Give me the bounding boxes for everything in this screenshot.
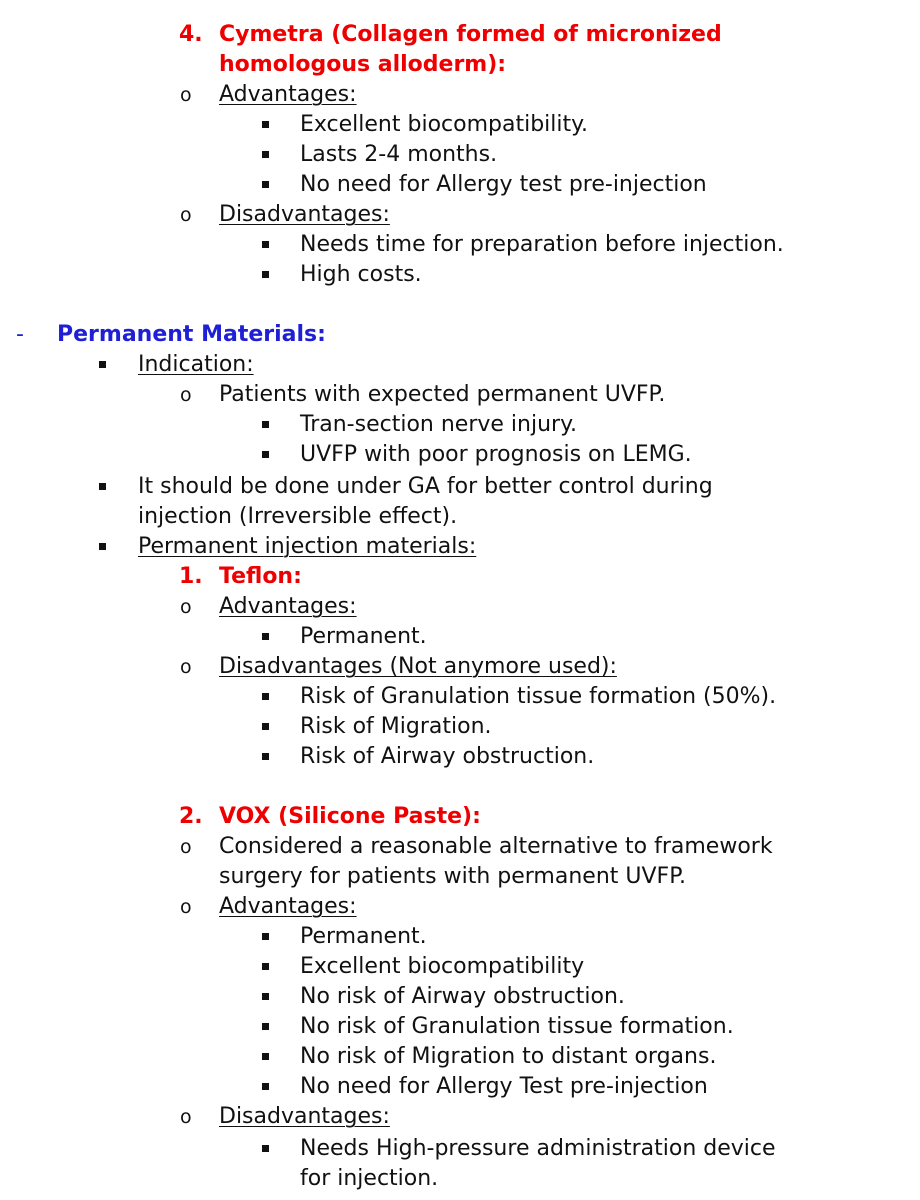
square-bullet-icon <box>262 1083 269 1090</box>
square-bullet-icon <box>262 933 269 940</box>
vox-note-line1: Considered a reasonable alternative to framework <box>219 834 773 859</box>
square-bullet-icon <box>262 271 269 278</box>
circle-bullet-icon: o <box>180 656 192 678</box>
list-item-text: Risk of Airway obstruction. <box>300 744 595 769</box>
ga-note-line2: injection (Irreversible effect). <box>138 504 458 529</box>
cymetra-title-line1: Cymetra (Collagen formed of micronized <box>219 22 722 47</box>
square-bullet-icon <box>99 361 106 368</box>
circle-bullet-icon: o <box>180 896 192 918</box>
list-item-text: No risk of Airway obstruction. <box>300 984 625 1009</box>
circle-bullet-icon: o <box>180 84 192 106</box>
list-item-text: Excellent biocompatibility. <box>300 112 588 137</box>
list-item-text: for injection. <box>300 1166 439 1191</box>
list-item-text: UVFP with poor prognosis on LEMG. <box>300 442 692 467</box>
list-item-text: Permanent. <box>300 924 427 949</box>
materials-label: Permanent injection materials: <box>138 534 477 559</box>
square-bullet-icon <box>262 181 269 188</box>
square-bullet-icon <box>262 1145 269 1152</box>
square-bullet-icon <box>262 421 269 428</box>
list-item-text: High costs. <box>300 262 422 287</box>
number-marker: 4. <box>179 22 203 47</box>
list-item-text: Needs High-pressure administration device <box>300 1136 776 1161</box>
square-bullet-icon <box>262 151 269 158</box>
vox-title-text: VOX (Silicone Paste): <box>219 804 481 829</box>
list-item-text: Risk of Granulation tissue formation (50%). <box>300 684 777 709</box>
list-item-text: No need for Allergy Test pre-injection <box>300 1074 708 1099</box>
square-bullet-icon <box>262 1023 269 1030</box>
ga-note-line1: It should be done under GA for better control during <box>138 474 713 499</box>
square-bullet-icon <box>262 963 269 970</box>
circle-bullet-icon: o <box>180 836 192 858</box>
list-item-text: No risk of Migration to distant organs. <box>300 1044 717 1069</box>
list-item-text: Excellent biocompatibility <box>300 954 585 979</box>
disadvantages-label: Disadvantages: <box>219 202 390 227</box>
circle-bullet-icon: o <box>180 384 192 406</box>
indication-text: Patients with expected permanent UVFP. <box>219 382 666 407</box>
square-bullet-icon <box>262 1053 269 1060</box>
list-item-text: No need for Allergy test pre-injection <box>300 172 707 197</box>
list-item-text: No risk of Granulation tissue formation. <box>300 1014 734 1039</box>
list-item-text: Needs time for preparation before injection. <box>300 232 784 257</box>
square-bullet-icon <box>99 483 106 490</box>
square-bullet-icon <box>262 121 269 128</box>
advantages-label: Advantages: <box>219 82 357 107</box>
square-bullet-icon <box>262 993 269 1000</box>
square-bullet-icon <box>262 633 269 640</box>
number-marker: 1. <box>179 564 203 589</box>
cymetra-title-line2: homologous alloderm): <box>219 52 507 77</box>
list-item-text: Risk of Migration. <box>300 714 492 739</box>
permanent-heading-text: Permanent Materials: <box>57 322 326 347</box>
teflon-title-text: Teflon: <box>219 564 302 589</box>
advantages-label: Advantages: <box>219 894 357 919</box>
number-marker: 2. <box>179 804 203 829</box>
square-bullet-icon <box>262 241 269 248</box>
list-item-text: Permanent. <box>300 624 427 649</box>
circle-bullet-icon: o <box>180 596 192 618</box>
list-item-text: Lasts 2-4 months. <box>300 142 498 167</box>
square-bullet-icon <box>262 753 269 760</box>
dash-bullet-icon: - <box>16 322 24 347</box>
square-bullet-icon <box>99 543 106 550</box>
square-bullet-icon <box>262 451 269 458</box>
advantages-label: Advantages: <box>219 594 357 619</box>
disadvantages-label: Disadvantages (Not anymore used): <box>219 654 617 679</box>
square-bullet-icon <box>262 723 269 730</box>
list-item-text: Tran-section nerve injury. <box>300 412 577 437</box>
indication-label: Indication: <box>138 352 254 377</box>
disadvantages-label: Disadvantages: <box>219 1104 390 1129</box>
circle-bullet-icon: o <box>180 204 192 226</box>
vox-note-line2: surgery for patients with permanent UVFP. <box>219 864 687 889</box>
square-bullet-icon <box>262 693 269 700</box>
circle-bullet-icon: o <box>180 1106 192 1128</box>
